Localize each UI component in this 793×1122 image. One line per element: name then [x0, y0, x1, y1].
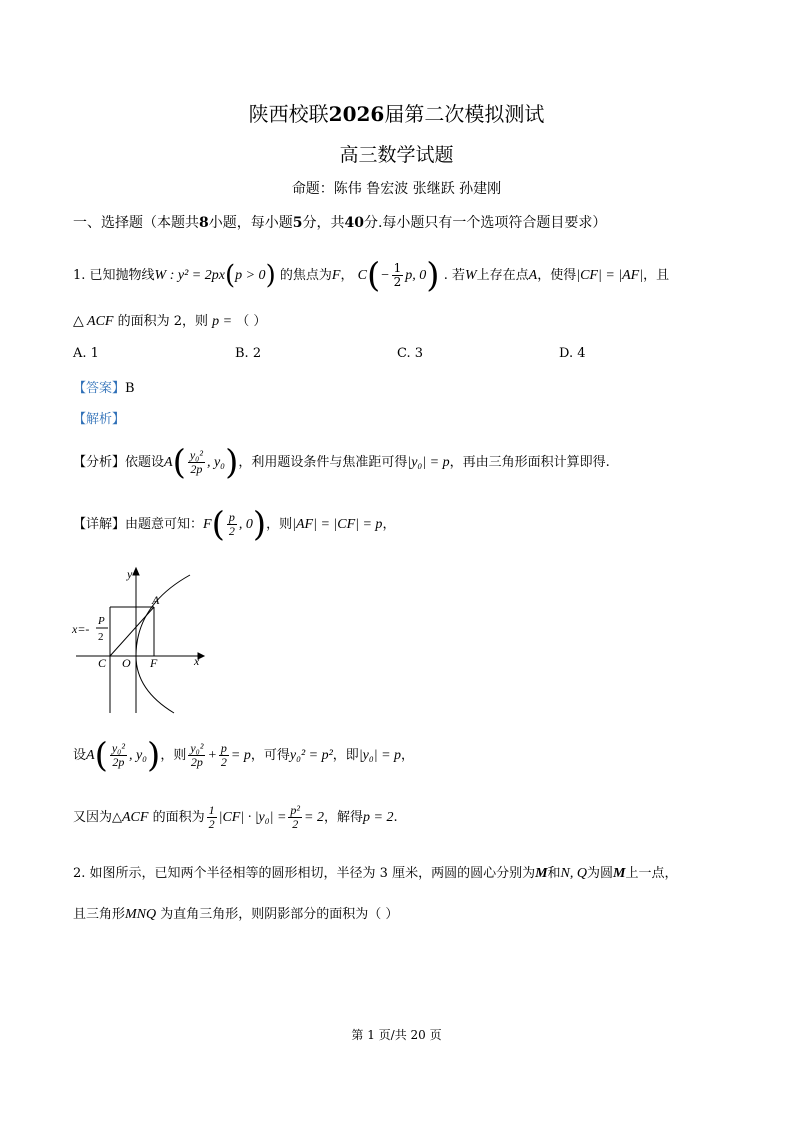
label-o: O	[122, 656, 131, 670]
parabola-figure	[70, 565, 210, 715]
question-2: 2. 如图所示，已知两个半径相等的圆形相切，半径为 3 厘米，两圆的圆心分别为M和N, Q为圆M上一点，	[73, 866, 678, 881]
option-b: B. 2	[235, 346, 262, 361]
option-d: D. 4	[559, 346, 586, 361]
question-2-line2: 且三角形MNQ 为直角三角形，则阴影部分的面积为（ ）	[73, 907, 399, 922]
label-p: P	[98, 615, 105, 627]
page-footer: 第 1 页/共 20 页	[351, 1028, 442, 1042]
parabola-curve	[136, 575, 190, 713]
label-a: A	[152, 593, 160, 607]
xiangjie: 【详解】由题意可知：F( $\frac{p}{2}$ , 0)，则|AF| = |CF| = p，	[73, 504, 396, 545]
line-you: 又因为△ACF 的面积为 $\frac{1}{2}$ |CF| · |y₀| = $\frac{\text{p²}}{2}$ = 2，解得p = 2.	[73, 803, 398, 831]
fenxi: 【分析】依题设A( $\frac{\text{y₀²}}{2p}$ , y₀)，利用题设条件与焦准距可得|y₀| = p，再由三角形面积计算即得.	[73, 442, 610, 483]
label-f: F	[150, 656, 158, 670]
label-c: C	[98, 656, 107, 670]
label-directrix: x=-	[72, 622, 90, 636]
label-two: 2	[98, 631, 104, 643]
option-c: C. 3	[397, 346, 424, 361]
label-y: y	[127, 567, 133, 581]
label-x: x	[194, 654, 200, 668]
authors: 命题：陈伟 鲁宏波 张继跃 孙建刚	[291, 181, 502, 197]
analysis-tag: 【解析】	[73, 412, 126, 427]
answer: 【答案】B	[73, 381, 135, 396]
option-a: A. 1	[73, 346, 99, 361]
question-1-line2: △ ACF 的面积为 2，则 p = （ ）	[73, 314, 267, 329]
page-title: 陕西校联2026届第二次模拟测试	[248, 102, 545, 126]
section-heading: 一、选择题（本题共8小题，每小题5分，共40分.每小题只有一个选项符合题目要求）	[73, 215, 607, 231]
question-1: 1. 已知抛物线W : y² = 2px(p > 0) 的焦点为F， C(− $\frac{1}{2}$ p, 0) . 若W上存在点A，使得|CF| = |AF|，且	[73, 255, 670, 296]
page-subtitle: 高三数学试题	[339, 144, 454, 166]
line-she: 设A( $\frac{\text{y₀²}}{2p}$ , y₀)，则 $\frac{\text{y₀²}}{2p}$ + $\frac{p}{2}$ = p，可得y₀² = p²，即|y₀| = p，	[73, 735, 415, 776]
